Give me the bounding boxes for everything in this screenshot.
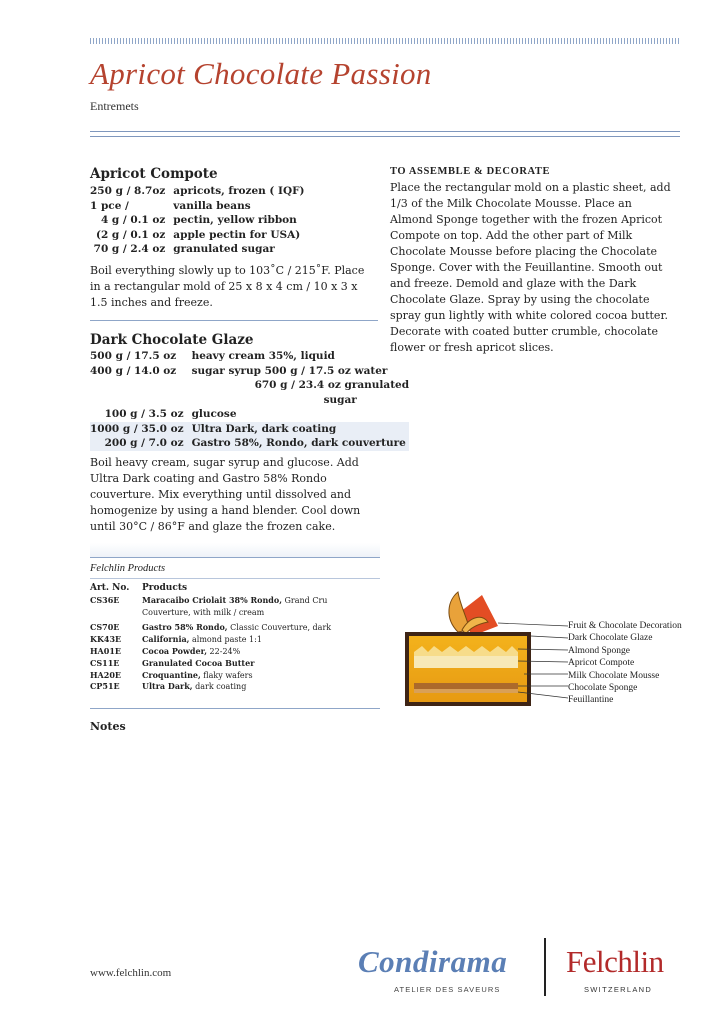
felchlin-tagline: SWITZERLAND [584, 985, 653, 994]
ingredient-qty: (2 g / 0.1 oz [95, 228, 166, 241]
ingredient-row-highlighted [90, 422, 409, 437]
top-stripe-bar [90, 38, 680, 44]
ingredient-qty: 4 g / 0.1 oz [100, 214, 166, 226]
cake-illustration [400, 590, 570, 718]
product-desc [142, 658, 378, 670]
product-name: Croquantine, [142, 669, 201, 680]
ingredient-qty [90, 393, 192, 408]
product-name: California, [142, 634, 190, 645]
product-desc [142, 646, 378, 658]
product-desc [142, 681, 378, 693]
product-art: CP51E [90, 681, 120, 692]
ingredient-qty: 100 g / 3.5 oz [104, 408, 184, 420]
product-desc [142, 634, 378, 646]
col-header-art: Art. No. [90, 583, 130, 593]
product-name: Cocoa Powder, [142, 645, 208, 656]
product-art: HA01E [90, 645, 121, 656]
ingredient-item: Ultra Dark, dark coating [191, 422, 337, 435]
product-detail: dark coating [192, 682, 247, 692]
ingredient-item: granulated sugar [173, 243, 275, 255]
assemble-text: Place the rectangular mold on a plastic sheet, add 1/3 of the Milk Chocolate Mousse. Place an Almond Sponge together with the frozen Apricot Compote on top. Add the other part of Milk Chocolate Mousse before placing the Chocolate Sponge. Cover with the Feuillantine. Smooth out and freeze. Demold and glaze with the Dark Chocolate Glaze. Spray by using the chocolate spray gun lightly with white colored cocoa butter. Decorate with coated butter crumble, chocolate flower or fresh apricot slices. [390, 181, 671, 354]
glaze-ingredients [90, 349, 409, 451]
legend-item: Almond Sponge [568, 645, 631, 656]
ingredient-item: sugar syrup 500 g / 17.5 oz water [191, 364, 388, 377]
apricot-compote-ingredients [90, 184, 305, 257]
ingredient-row [90, 407, 409, 422]
apricot-compote-method: Boil everything slowly up to 103˚C / 215˚F. Place in a rectangular mold of 25 x 8 x 4 cm / 10 x 3 x 1.5 inches and freeze. [90, 264, 365, 309]
ingredient-qty: 1000 g / 35.0 oz [90, 422, 184, 435]
product-art: CS70E [90, 622, 120, 633]
legend-item: Dark Chocolate Glaze [568, 633, 653, 644]
ingredient-qty: 400 g / 14.0 oz [90, 364, 177, 377]
section-divider [90, 320, 378, 321]
ingredient-item: glucose [191, 408, 237, 420]
glaze-method: Boil heavy cream, sugar syrup and glucose. Add Ultra Dark coating and Gastro 58% Rondo couverture. Mix everything until dissolved and homogenize by using a hand blender. Cool down until 30°C / 86°F and glaze the frozen cake. [90, 456, 361, 533]
legend-item: Feuillantine [568, 695, 614, 706]
product-detail: 22-24% [207, 646, 241, 656]
notes-divider [90, 708, 380, 709]
col-header-products: Products [142, 583, 188, 593]
condirama-logo: Condirama [358, 944, 508, 979]
legend-item: Apricot Compote [568, 658, 635, 669]
product-art: CS11E [90, 657, 120, 668]
product-art: HA20E [90, 669, 121, 680]
products-heading: Felchlin Products [90, 563, 166, 574]
product-name: Granulated Cocoa Butter [142, 657, 255, 668]
product-detail: Classic Couverture, dark [227, 623, 332, 633]
ingredient-item: vanilla beans [173, 199, 251, 212]
product-row [90, 670, 378, 682]
products-table [90, 583, 378, 693]
ingredient-item: heavy cream 35%, liquid [191, 350, 335, 362]
felchlin-logo: Felchlin [566, 944, 664, 979]
product-desc [142, 618, 378, 634]
product-row [90, 618, 378, 634]
ingredient-item: 670 g / 23.4 oz granulated [254, 379, 410, 391]
assemble-heading: TO ASSEMBLE & DECORATE [390, 166, 551, 177]
ingredient-row [90, 228, 305, 243]
condirama-tagline: ATELIER DES SAVEURS [394, 985, 501, 994]
layer-legend [568, 620, 682, 707]
ingredient-row [90, 242, 305, 257]
chocolate-sponge-layer [414, 683, 518, 689]
apricot-compote-heading: Apricot Compote [90, 166, 218, 182]
ingredient-item: sugar [323, 393, 357, 406]
ingredient-item: apple pectin for USA) [173, 228, 301, 241]
ingredient-item: Gastro 58%, Rondo, dark couverture [191, 437, 406, 449]
ingredient-row [90, 349, 409, 364]
ingredient-qty: 500 g / 17.5 oz [90, 350, 177, 362]
footer-url[interactable]: www.felchlin.com [90, 967, 172, 979]
products-top-band [90, 543, 380, 558]
ingredient-qty: 1 pce / [90, 199, 129, 212]
product-art: KK43E [90, 634, 122, 645]
header-divider [90, 131, 680, 137]
product-name: Gastro 58% Rondo, [142, 622, 228, 633]
legend-item: Milk Chocolate Mousse [568, 670, 660, 681]
feuillantine-layer [414, 689, 518, 693]
ingredient-row-highlighted [90, 436, 409, 451]
page-title: Apricot Chocolate Passion [90, 56, 432, 91]
product-detail: almond paste 1:1 [189, 635, 262, 645]
product-desc [142, 670, 378, 682]
legend-item: Fruit & Chocolate Decoration [568, 621, 682, 631]
ingredient-row [90, 393, 409, 408]
notes-heading: Notes [90, 720, 126, 733]
product-art: CS36E [90, 594, 120, 605]
ingredient-row [90, 378, 409, 393]
glaze-heading: Dark Chocolate Glaze [90, 332, 254, 348]
product-detail: Grand Cru Couverture, with milk / cream [142, 595, 328, 617]
product-name: Maracaibo Criolait 38% Rondo, [142, 594, 282, 605]
product-row [90, 595, 378, 619]
product-detail: flaky wafers [200, 670, 253, 680]
product-name: Ultra Dark, [142, 681, 193, 692]
ingredient-row [90, 213, 305, 228]
products-divider [90, 578, 380, 579]
product-row [90, 658, 378, 670]
product-row [90, 634, 378, 646]
legend-item: Chocolate Sponge [568, 683, 638, 694]
ingredient-qty: 250 g / 8.7oz [90, 185, 166, 197]
ingredient-item: pectin, yellow ribbon [173, 214, 297, 226]
ingredient-row [90, 364, 409, 379]
ingredient-qty [90, 378, 192, 393]
apricot-compote-layer [414, 656, 518, 668]
logo-divider [544, 938, 546, 996]
ingredient-qty: 70 g / 2.4 oz [93, 243, 166, 255]
ingredient-qty: 200 g / 7.0 oz [104, 437, 184, 449]
product-row [90, 681, 378, 693]
ingredient-row [90, 199, 305, 214]
product-desc [142, 595, 378, 619]
product-row [90, 646, 378, 658]
page-subtitle: Entremets [90, 99, 139, 113]
ingredient-row [90, 184, 305, 199]
ingredient-item: apricots, frozen ( IQF) [173, 185, 305, 197]
